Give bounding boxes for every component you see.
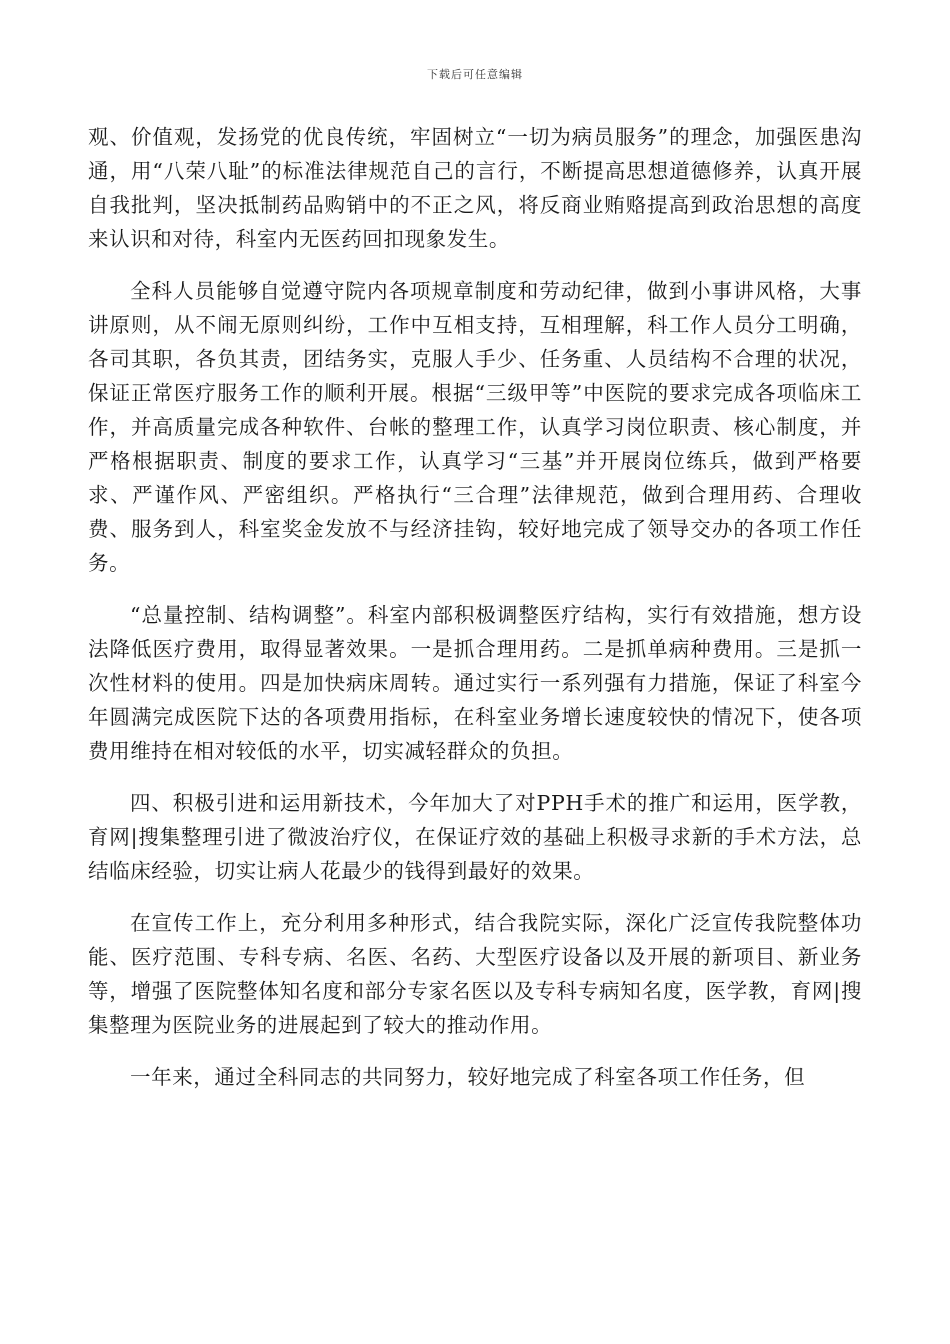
paragraph-1: 观、价值观，发扬党的优良传统，牢固树立“一切为病员服务”的理念，加强医患沟通，用“八荣八耻”的标准法律规范自己的言行，不断提高思想道德修养，认真开展自我批判，坚决抵制药品购销中的不正之风，将反商业贿赂提高到政治思想的高度来认识和对待，科室内无医药回扣现象发生。 (88, 125, 862, 251)
paragraph-2: 全科人员能够自觉遵守院内各项规章制度和劳动纪律，做到小事讲风格，大事讲原则，从不闹无原则纠纷，工作中互相支持，互相理解，科工作人员分工明确，各司其职，各负其责，团结务实，克服人手少、任务重、人员结构不合理的状况，保证正常医疗服务工作的顺利开展。根据“三级甲等”中医院的要求完成各项临床工作，并高质量完成各种软件、台帐的整理工作，认真学习岗位职责、核心制度，并严格根据职责、制度的要求工作，认真学习“三基”并开展岗位练兵，做到严格要求、严谨作风、严密组织。严格执行“三合理”法律规范，做到合理用药、合理收费、服务到人，科室奖金发放不与经济挂钩，较好地完成了领导交办的各项工作任务。 (88, 279, 862, 575)
paragraph-3: “总量控制、结构调整”。科室内部积极调整医疗结构，实行有效措施，想方设法降低医疗费用，取得显著效果。一是抓合理用药。二是抓单病种费用。三是抓一次性材料的使用。四是加快病床周转。通过实行一系列强有力措施，保证了科室今年圆满完成医院下达的各项费用指标，在科室业务增长速度较快的情况下，使各项费用维持在相对较低的水平，切实减轻群众的负担。 (88, 603, 862, 763)
paragraph-6: 一年来，通过全科同志的共同努力，较好地完成了科室各项工作任务，但 (130, 1065, 806, 1089)
document-body (88, 120, 862, 1112)
paragraph-5: 在宣传工作上，充分利用多种形式，结合我院实际，深化广泛宣传我院整体功能、医疗范围、专科专病、名医、名药、大型医疗设备以及开展的新项目、新业务等，增强了医院整体知名度和部分专家名医以及专科专病知名度，医学教，育网|搜集整理为医院业务的进展起到了较大的推动作用。 (88, 911, 862, 1037)
page-header: 下载后可任意编辑 (427, 68, 523, 81)
paragraph-4: 四、积极引进和运用新技术，今年加大了对PPH手术的推广和运用，医学教，育网|搜集整理引进了微波治疗仪，在保证疗效的基础上积极寻求新的手术方法，总结临床经验，切实让病人花最少的钱得到最好的效果。 (88, 791, 862, 883)
